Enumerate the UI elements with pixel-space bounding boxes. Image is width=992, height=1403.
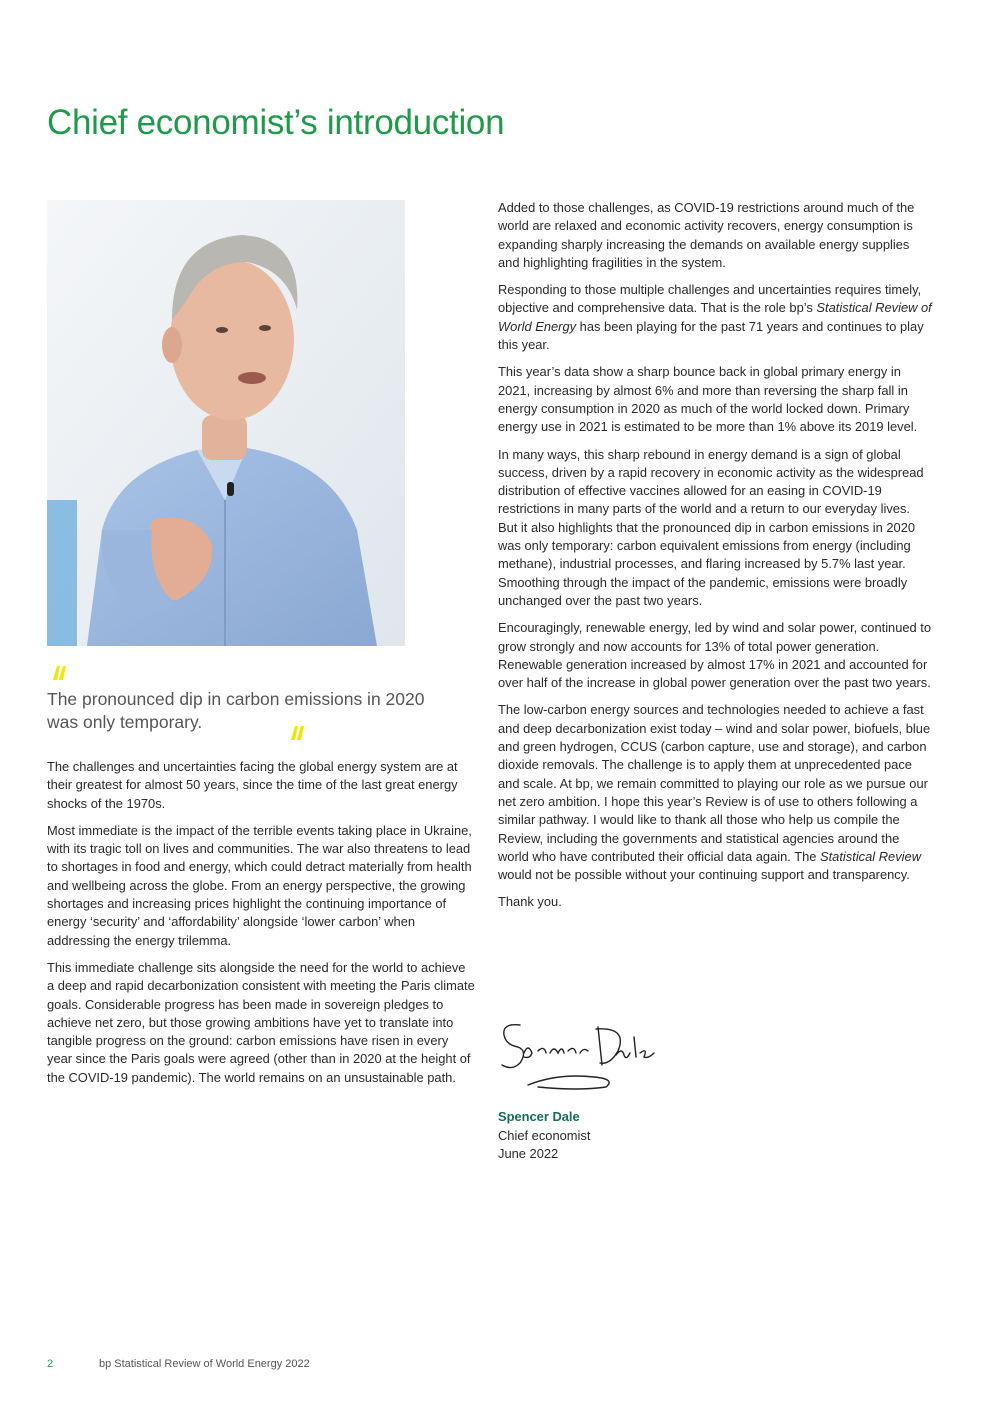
paragraph-text: has been playing for the past 71 years and continues to play this year. (498, 318, 924, 353)
paragraph: This year’s data show a sharp bounce back in global primary energy in 2021, increasing by almost 6% and more than reversing the sharp fall in energy consumption in 2020 as much of the world locked down. Primary energy use in 2021 is estimated to be more than 1% above its 2019 level. (498, 364, 918, 435)
pull-quote: The pronounced dip in carbon emissions in 2020 was only temporary. (47, 689, 425, 732)
page-title: Chief economist’s introduction (47, 103, 505, 142)
paragraph-text: would not be possible without your continuing support and transparency. (498, 867, 910, 883)
paragraph: In many ways, this sharp rebound in energy demand is a sign of global success, driven by a rapid recovery in economic activity as the widespread distribution of effective vaccines allowed for an easing in COVID-19 restrictions in many parts of the world and a return to our everyday lives. But it also highlights that the pronounced dip in carbon emissions in 2020 was only temporary: carbon equivalent emissions from energy (including methane), industrial processes, and flaring increased by 5.7% last year. Smoothing through the impact of the pandemic, emissions were broadly unchanged over the past two years. (498, 446, 924, 608)
open-quote-icon (50, 664, 68, 682)
signatory-role: Chief economist (498, 1128, 591, 1143)
portrait-photo (47, 200, 405, 646)
paragraph: The challenges and uncertainties facing the global energy system are at their greatest for almost 50 years, since the time of the last great energy shocks of the 1970s. (47, 759, 458, 811)
handwritten-signature (498, 1017, 658, 1097)
paragraph: Most immediate is the impact of the terrible events taking place in Ukraine, with its tragic toll on lives and communities. The war also threatens to lead to shortages in food and energy, which could detract materially from health and wellbeing across the globe. From an energy perspective, the growing shortages and increasing prices highlight the continuing importance of energy ‘security’ and ‘affordability’ alongside ‘lower carbon’ when addressing the energy trilemma. (47, 822, 472, 948)
paragraph: Added to those challenges, as COVID-19 restrictions around much of the world are relaxed and economic activity recovers, energy consumption is expanding sharply increasing the demands on available energy supplies and highlighting fragilities in the system. (498, 200, 915, 270)
signoff-date: June 2022 (498, 1146, 559, 1161)
paragraph-text: Responding to those multiple challenges and uncertainties requires timely, objective and comprehensive data. That is the role bp’s (498, 282, 922, 316)
right-column (498, 199, 932, 921)
paragraph: This immediate challenge sits alongside the need for the world to achieve a deep and rapid decarbonization consistent with meeting the Paris climate goals. Considerable progress has been made in sovereign pledges to achieve net zero, but those growing ambitions have yet to translate into tangible progress on the ground: carbon emissions have risen in every year since the Paris goals were agreed (other than in 2020 at the height of the COVID-19 pandemic). The world remains on an unsustainable path. (47, 959, 475, 1085)
publication-name: Statistical Review of World Energy (498, 300, 932, 334)
closing-line: Thank you. (498, 894, 562, 910)
left-column (47, 758, 475, 1096)
paragraph (498, 281, 932, 354)
close-quote-icon (288, 724, 306, 742)
footer-publication-title: bp Statistical Review of World Energy 2022 (99, 1358, 310, 1370)
paragraph: Encouragingly, renewable energy, led by wind and solar power, continued to grow strongly and now accounts for 13% of total power generation. Renewable generation increased by almost 17% in 2021 and accounted for over half of the increase in global power generation over the past two years. (498, 620, 932, 691)
publication-name: Statistical Review (820, 848, 922, 864)
paragraph (498, 701, 932, 884)
paragraph-text: The low-carbon energy sources and technologies needed to achieve a fast and deep decarbonization exist today – wind and solar power, biofuels, blue and green hydrogen, CCUS (carbon capture, use and storage), and carbon dioxide removals. The challenge is to apply them at unprecedented pace and scale. At bp, we remain committed to playing our role as we pursue our net zero ambition. I hope this year’s Review is of use to others following a similar pathway. I would like to thank all those who help us compile the Review, including the governments and statistical agencies around the world who have contributed their official data again. The (498, 702, 931, 864)
page-number: 2 (47, 1358, 54, 1370)
signatory-name: Spencer Dale (498, 1109, 580, 1124)
